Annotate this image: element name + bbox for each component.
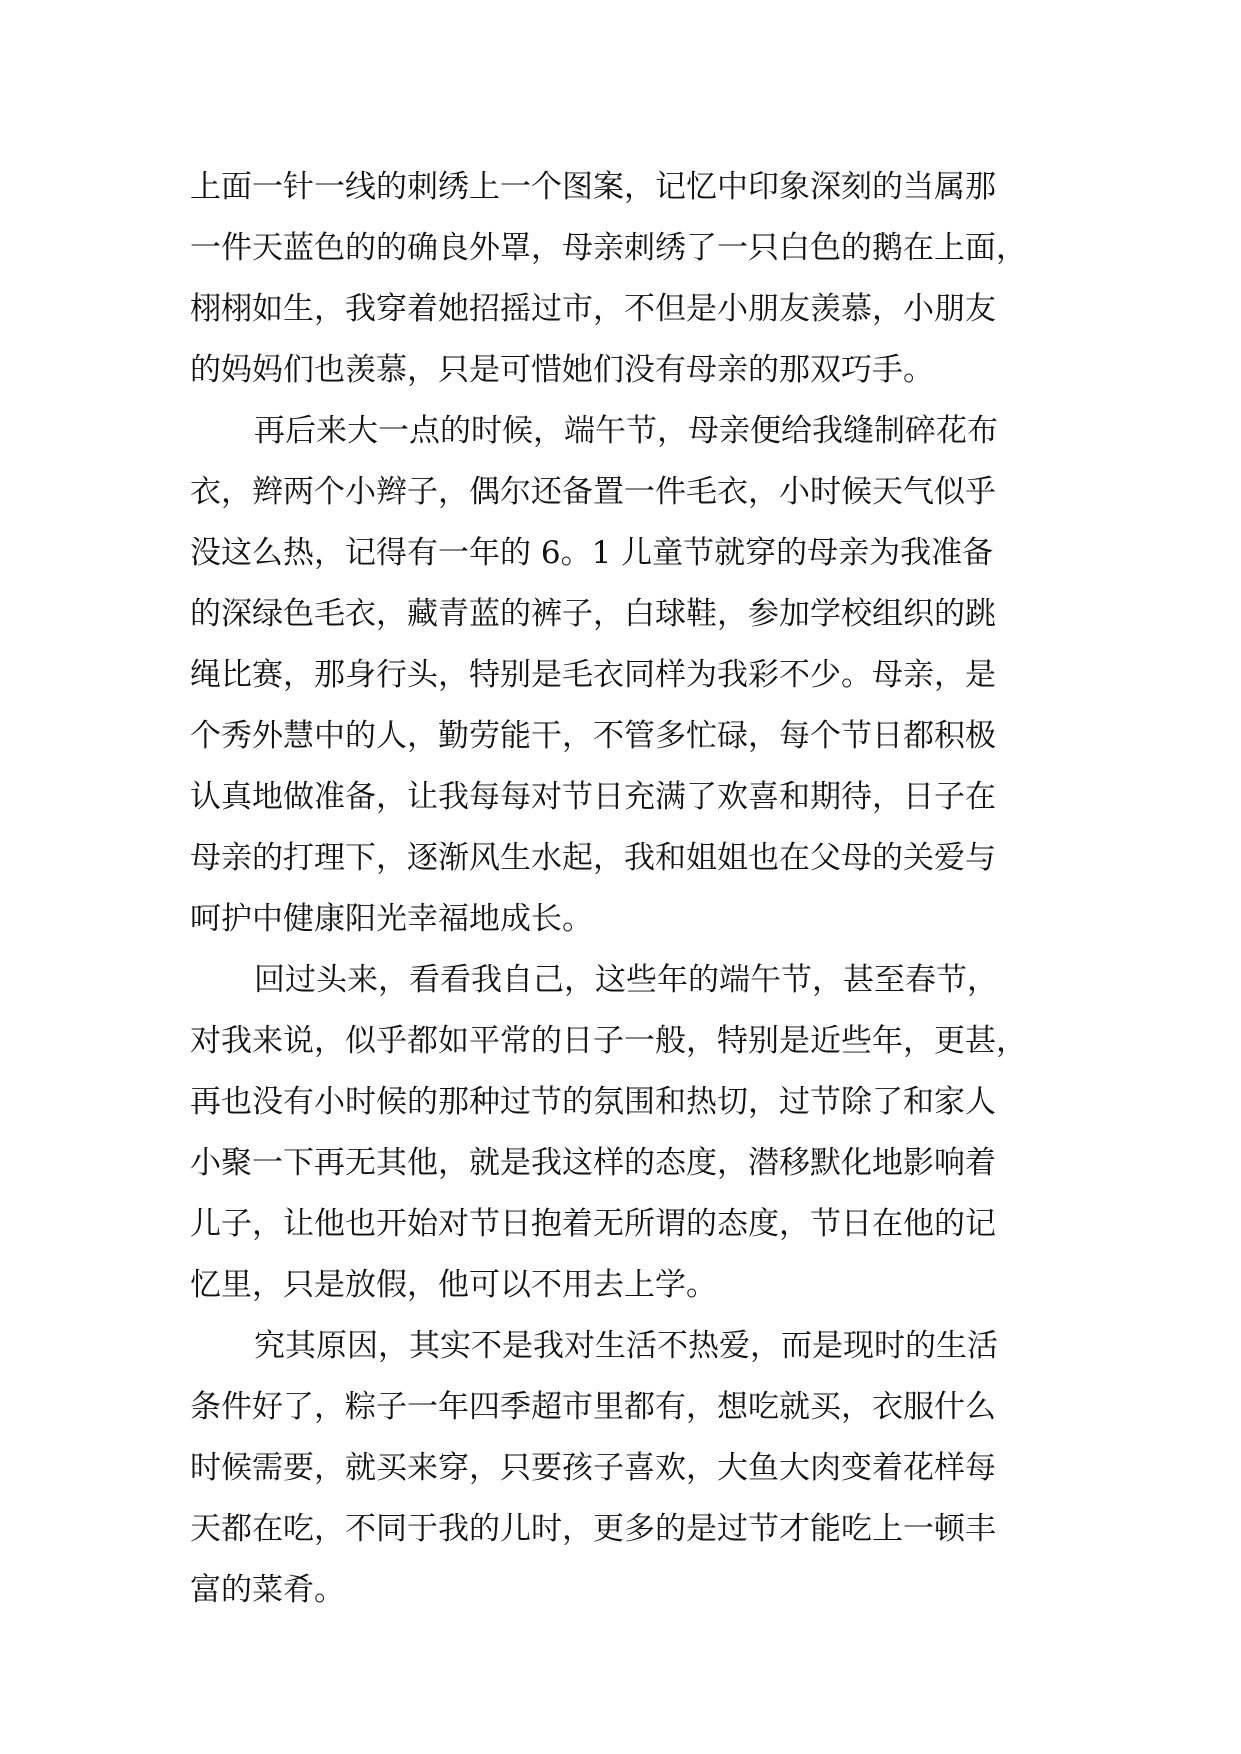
text-line: 儿子，让他也开始对节日抱着无所谓的态度，节日在他的记	[190, 1206, 996, 1242]
text-line: 没这么热，记得有一年的 6。1 儿童节就穿的母亲为我准备	[190, 535, 994, 571]
text-line: 的妈妈们也羡慕，只是可惜她们没有母亲的那双巧手。	[190, 352, 934, 388]
text-line: 衣，辫两个小辫子，偶尔还备置一件毛衣，小时候天气似乎	[190, 474, 996, 510]
text-line: 绳比赛，那身行头，特别是毛衣同样为我彩不少。母亲，是	[190, 657, 996, 693]
text-line: 栩栩如生，我穿着她招摇过市，不但是小朋友羡慕，小朋友	[190, 291, 996, 327]
text-line: 天都在吃，不同于我的儿时，更多的是过节才能吃上一顿丰	[190, 1511, 996, 1547]
paragraph-first-line: 再后来大一点的时候，端午节，母亲便给我缝制碎花布	[254, 413, 998, 449]
document-body	[190, 157, 1090, 1621]
text-line: 个秀外慧中的人，勤劳能干，不管多忙碌，每个节日都积极	[190, 718, 996, 754]
text-line: 忆里，只是放假，他可以不用去上学。	[190, 1267, 717, 1303]
text-line: 富的菜肴。	[190, 1572, 345, 1608]
paragraph-first-line: 究其原因，其实不是我对生活不热爱，而是现时的生活	[254, 1328, 998, 1364]
text-line: 母亲的打理下，逐渐风生水起，我和姐姐也在父母的关爱与	[190, 840, 996, 876]
text-line: 小聚一下再无其他，就是我这样的态度，潜移默化地影响着	[190, 1145, 996, 1181]
text-line: 再也没有小时候的那种过节的氛围和热切，过节除了和家人	[190, 1084, 996, 1120]
text-line: 上面一针一线的刺绣上一个图案，记忆中印象深刻的当属那	[190, 169, 996, 205]
text-line: 对我来说，似乎都如平常的日子一般，特别是近些年，更甚，	[190, 1023, 1027, 1059]
text-line: 呵护中健康阳光幸福地成长。	[190, 901, 593, 937]
text-line: 条件好了，粽子一年四季超市里都有，想吃就买，衣服什么	[190, 1389, 996, 1425]
text-line: 时候需要，就买来穿，只要孩子喜欢，大鱼大肉变着花样每	[190, 1450, 996, 1486]
text-line: 一件天蓝色的的确良外罩，母亲刺绣了一只白色的鹅在上面，	[190, 230, 1027, 266]
paragraph-first-line: 回过头来，看看我自己，这些年的端午节，甚至春节，	[254, 962, 998, 998]
text-line: 认真地做准备，让我每每对节日充满了欢喜和期待，日子在	[190, 779, 996, 815]
text-line: 的深绿色毛衣，藏青蓝的裤子，白球鞋，参加学校组织的跳	[190, 596, 996, 632]
